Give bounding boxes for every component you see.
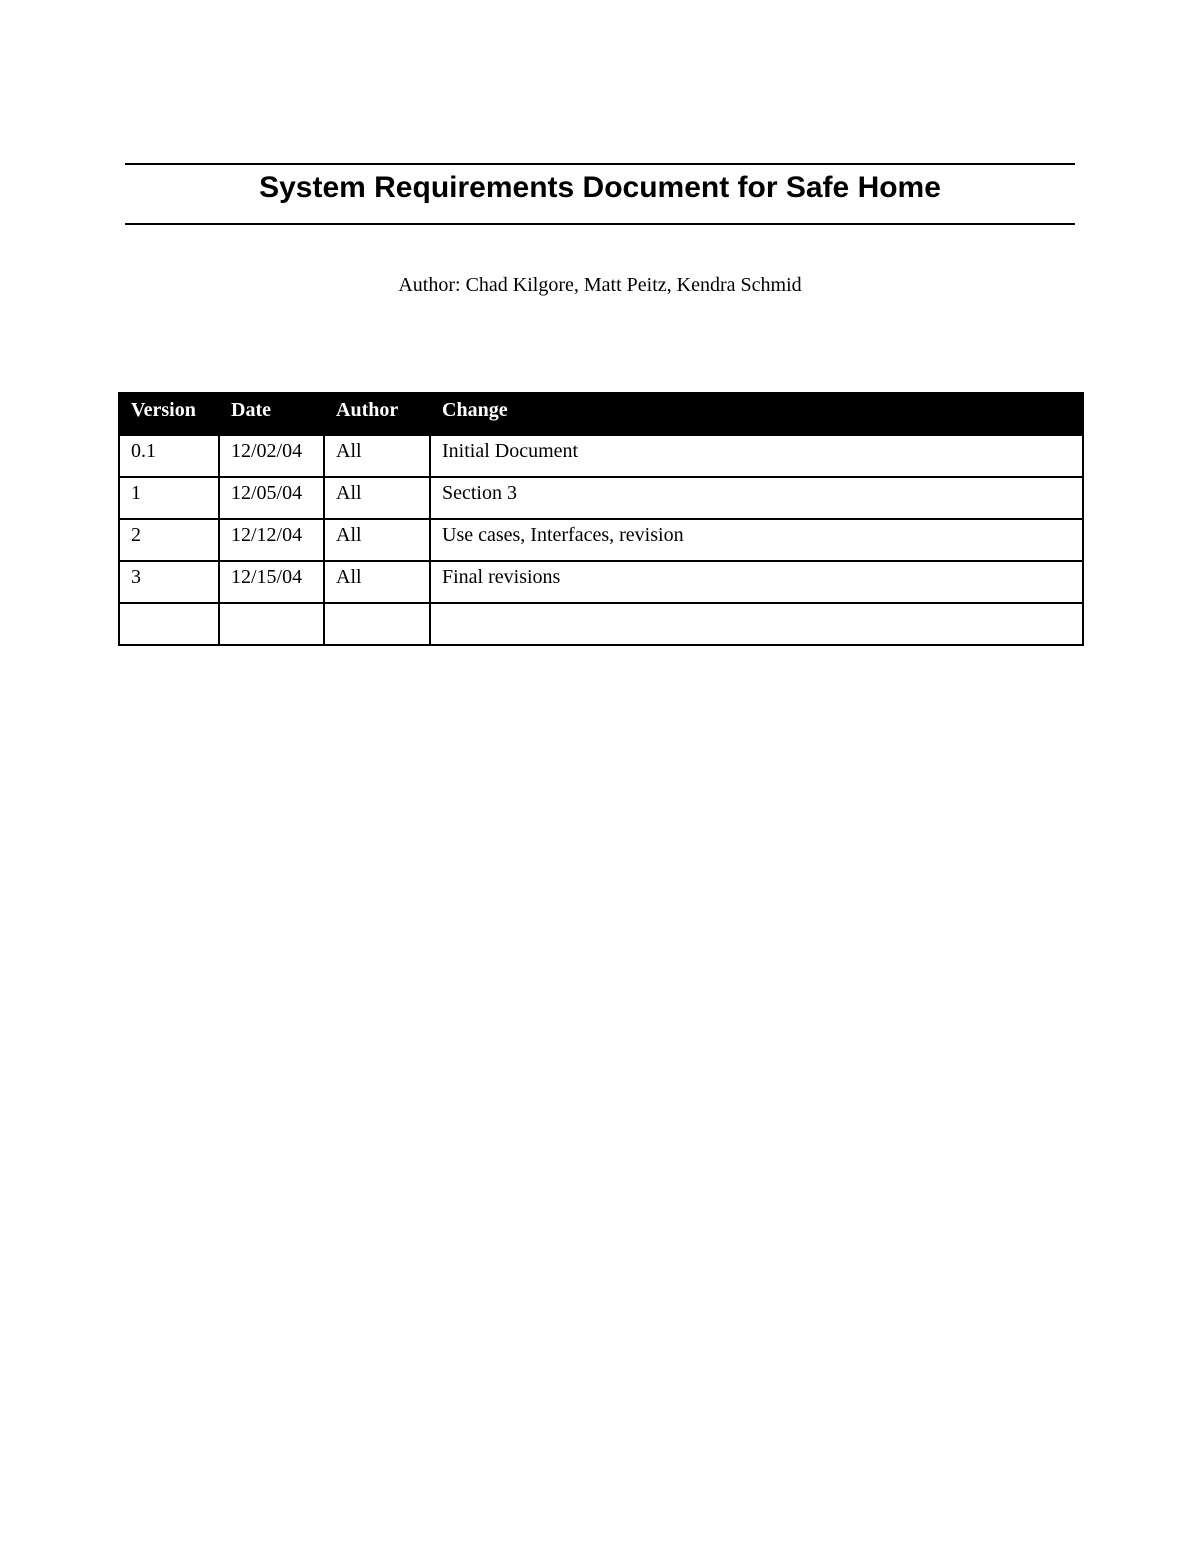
cell-author: All [324, 435, 430, 477]
header-version: Version [119, 393, 219, 435]
revision-history-table [118, 392, 1084, 646]
cell-author: All [324, 477, 430, 519]
cell-date [219, 603, 324, 645]
title-bottom-rule [125, 223, 1075, 225]
cell-change: Final revisions [430, 561, 1083, 603]
cell-author: All [324, 561, 430, 603]
cell-author [324, 603, 430, 645]
header-date: Date [219, 393, 324, 435]
cell-version: 0.1 [119, 435, 219, 477]
cell-change: Use cases, Interfaces, revision [430, 519, 1083, 561]
cell-change: Section 3 [430, 477, 1083, 519]
table-row [119, 519, 1083, 561]
cell-author: All [324, 519, 430, 561]
header-change: Change [430, 393, 1083, 435]
table-header-row [119, 393, 1083, 435]
authors-line: Author: Chad Kilgore, Matt Peitz, Kendra Schmid [398, 274, 802, 296]
cell-version: 1 [119, 477, 219, 519]
cell-change [430, 603, 1083, 645]
cell-date: 12/12/04 [219, 519, 324, 561]
cell-date: 12/05/04 [219, 477, 324, 519]
table-row [119, 435, 1083, 477]
cell-change: Initial Document [430, 435, 1083, 477]
table-row [119, 561, 1083, 603]
header-author: Author [324, 393, 430, 435]
cell-date: 12/15/04 [219, 561, 324, 603]
cell-date: 12/02/04 [219, 435, 324, 477]
cell-version [119, 603, 219, 645]
table-row-empty [119, 603, 1083, 645]
cell-version: 2 [119, 519, 219, 561]
document-title: System Requirements Document for Safe Home [259, 171, 941, 204]
table-row [119, 477, 1083, 519]
cell-version: 3 [119, 561, 219, 603]
title-top-rule [125, 163, 1075, 165]
